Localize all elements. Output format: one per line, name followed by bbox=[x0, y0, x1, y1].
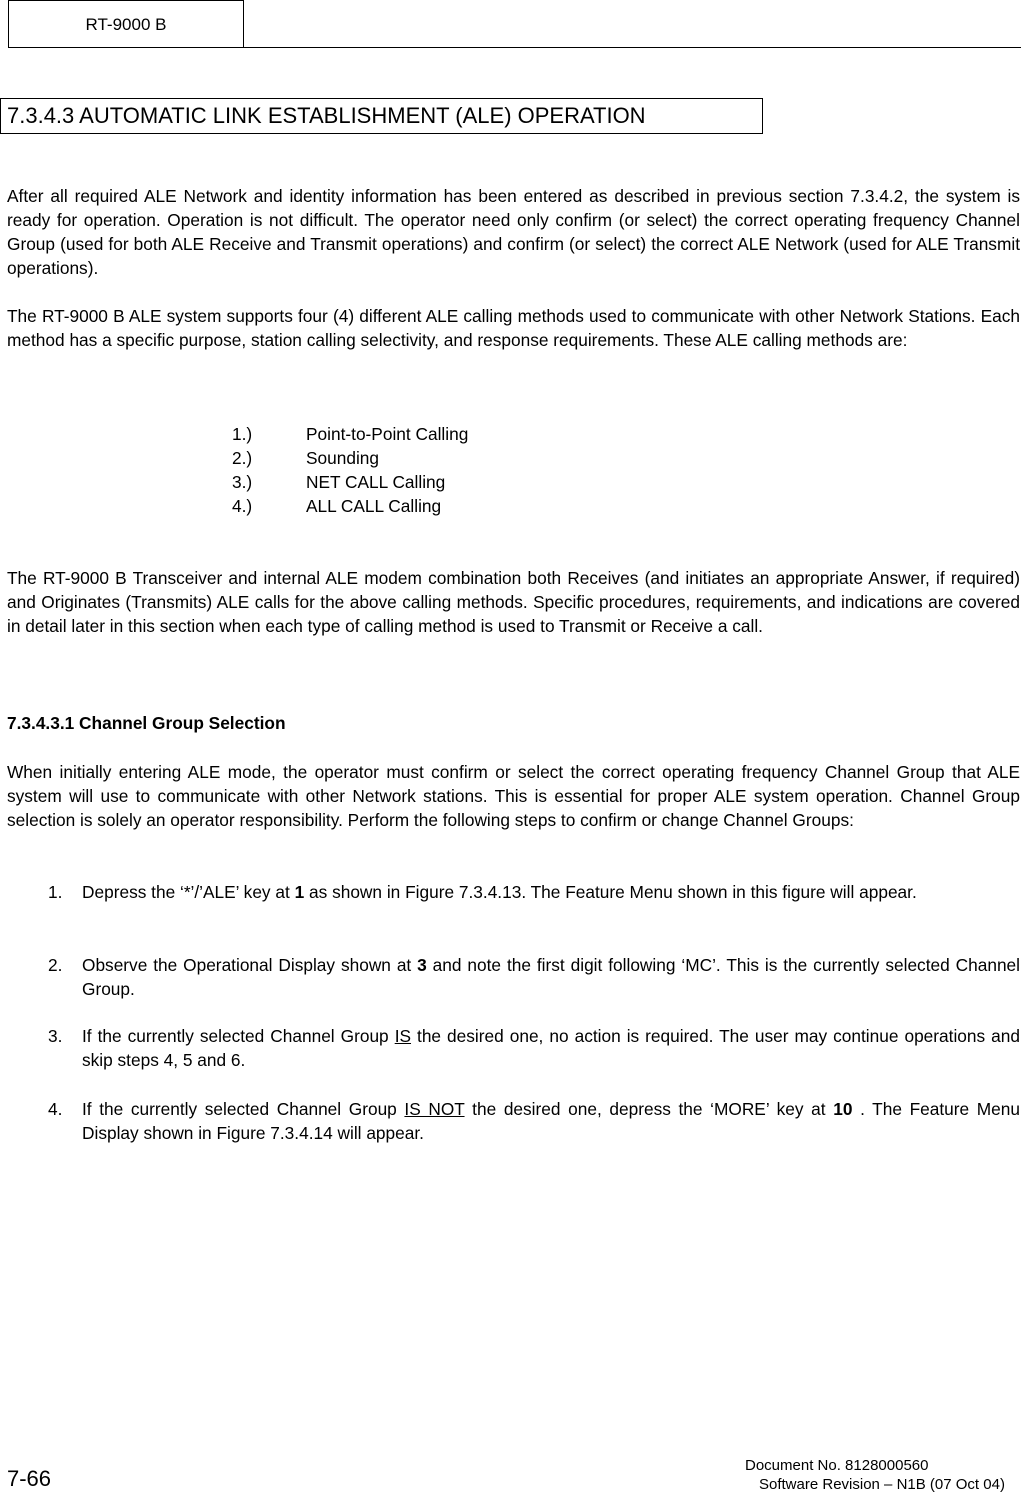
step-text: Depress the ‘*’/’ALE’ key at 1 as shown in Figure 7.3.4.13. The Feature Menu shown in this figure will appear. bbox=[82, 882, 917, 902]
intro-paragraph: After all required ALE Network and identity information has been entered as described in previous section 7.3.4.2, the system is ready for operation. Operation is not difficult. The operator need only confirm (or select) the correct operating frequency Channel Group (used for both ALE Receive and Transmit operations) and confirm (or select) the correct ALE Network (used for ALE Transmit operations). bbox=[7, 186, 1020, 278]
list-item-number: 3.) bbox=[232, 472, 253, 492]
calling-methods-list bbox=[232, 422, 468, 518]
page-number: 7-66 bbox=[7, 1466, 52, 1491]
software-revision: Software Revision – N1B (07 Oct 04) bbox=[759, 1476, 1005, 1493]
list-item-number: 2.) bbox=[232, 448, 253, 468]
step-number: 1. bbox=[48, 882, 63, 902]
key-ref: 3 bbox=[417, 955, 427, 975]
list-item-label: Point-to-Point Calling bbox=[306, 424, 469, 444]
step-number: 2. bbox=[48, 955, 63, 975]
methods-intro-paragraph: The RT-9000 B ALE system supports four (4) different ALE calling methods used to communicate with other Network Stations. Each method has a specific purpose, station calling selectivity, and response requirements. These ALE calling methods are: bbox=[7, 306, 1020, 350]
transceiver-paragraph: The RT-9000 B Transceiver and internal ALE modem combination both Receives (and initiates an appropriate Answer, if required) and Originates (Transmits) ALE calls for the above calling methods. Specific procedures, requirements, and indications are covered in detail later in this section when each type of calling method is used to Transmit or Receive a call. bbox=[7, 568, 1020, 636]
document-info bbox=[745, 1456, 1015, 1494]
channel-group-paragraph: When initially entering ALE mode, the operator must confirm or select the correct operating frequency Channel Group that ALE system will use to communicate with other Network stations. This is essential for proper ALE system operation. Channel Group selection is solely an operator responsibility. Perform the following steps to confirm or change Channel Groups: bbox=[7, 762, 1020, 830]
step-3 bbox=[48, 1024, 1020, 1072]
list-item bbox=[232, 494, 468, 518]
step-text: Observe the Operational Display shown at 3 and note the first digit following ‘MC’. This is the currently selected Channel Group. bbox=[82, 955, 1021, 999]
list-item-label: Sounding bbox=[306, 448, 380, 468]
list-item bbox=[232, 422, 468, 446]
header-model-box bbox=[8, 0, 244, 48]
list-item-label: NET CALL Calling bbox=[306, 472, 446, 492]
key-ref: 1 bbox=[294, 882, 305, 902]
list-item bbox=[232, 470, 468, 494]
subsection-title: 7.3.4.3.1 Channel Group Selection bbox=[7, 713, 286, 733]
step-2 bbox=[48, 953, 1020, 1001]
step-1 bbox=[48, 880, 1020, 904]
step-number: 4. bbox=[48, 1099, 63, 1119]
list-item bbox=[232, 446, 468, 470]
step-text: If the currently selected Channel Group IS NOT the desired one, depress the ‘MORE’ key at 10 . The Feature Menu Display shown in Figure 7.3.4.14 will appear. bbox=[82, 1099, 1020, 1143]
section-title bbox=[0, 98, 763, 134]
key-ref: 10 bbox=[833, 1099, 853, 1119]
header-model: RT-9000 B bbox=[85, 15, 167, 34]
step-4 bbox=[48, 1097, 1020, 1145]
step-number: 3. bbox=[48, 1026, 63, 1046]
list-item-number: 4.) bbox=[232, 496, 253, 516]
emphasis-is-not: IS NOT bbox=[404, 1099, 465, 1119]
step-text: If the currently selected Channel Group IS the desired one, no action is required. The user may continue operations and skip steps 4, 5 and 6. bbox=[82, 1026, 1021, 1070]
header-rule bbox=[244, 47, 1021, 48]
section-title-text: 7.3.4.3 AUTOMATIC LINK ESTABLISHMENT (ALE) OPERATION bbox=[7, 103, 646, 128]
list-item-number: 1.) bbox=[232, 424, 253, 444]
document-number: Document No. 8128000560 bbox=[745, 1457, 929, 1474]
emphasis-is: IS bbox=[394, 1026, 412, 1046]
list-item-label: ALL CALL Calling bbox=[306, 496, 442, 516]
